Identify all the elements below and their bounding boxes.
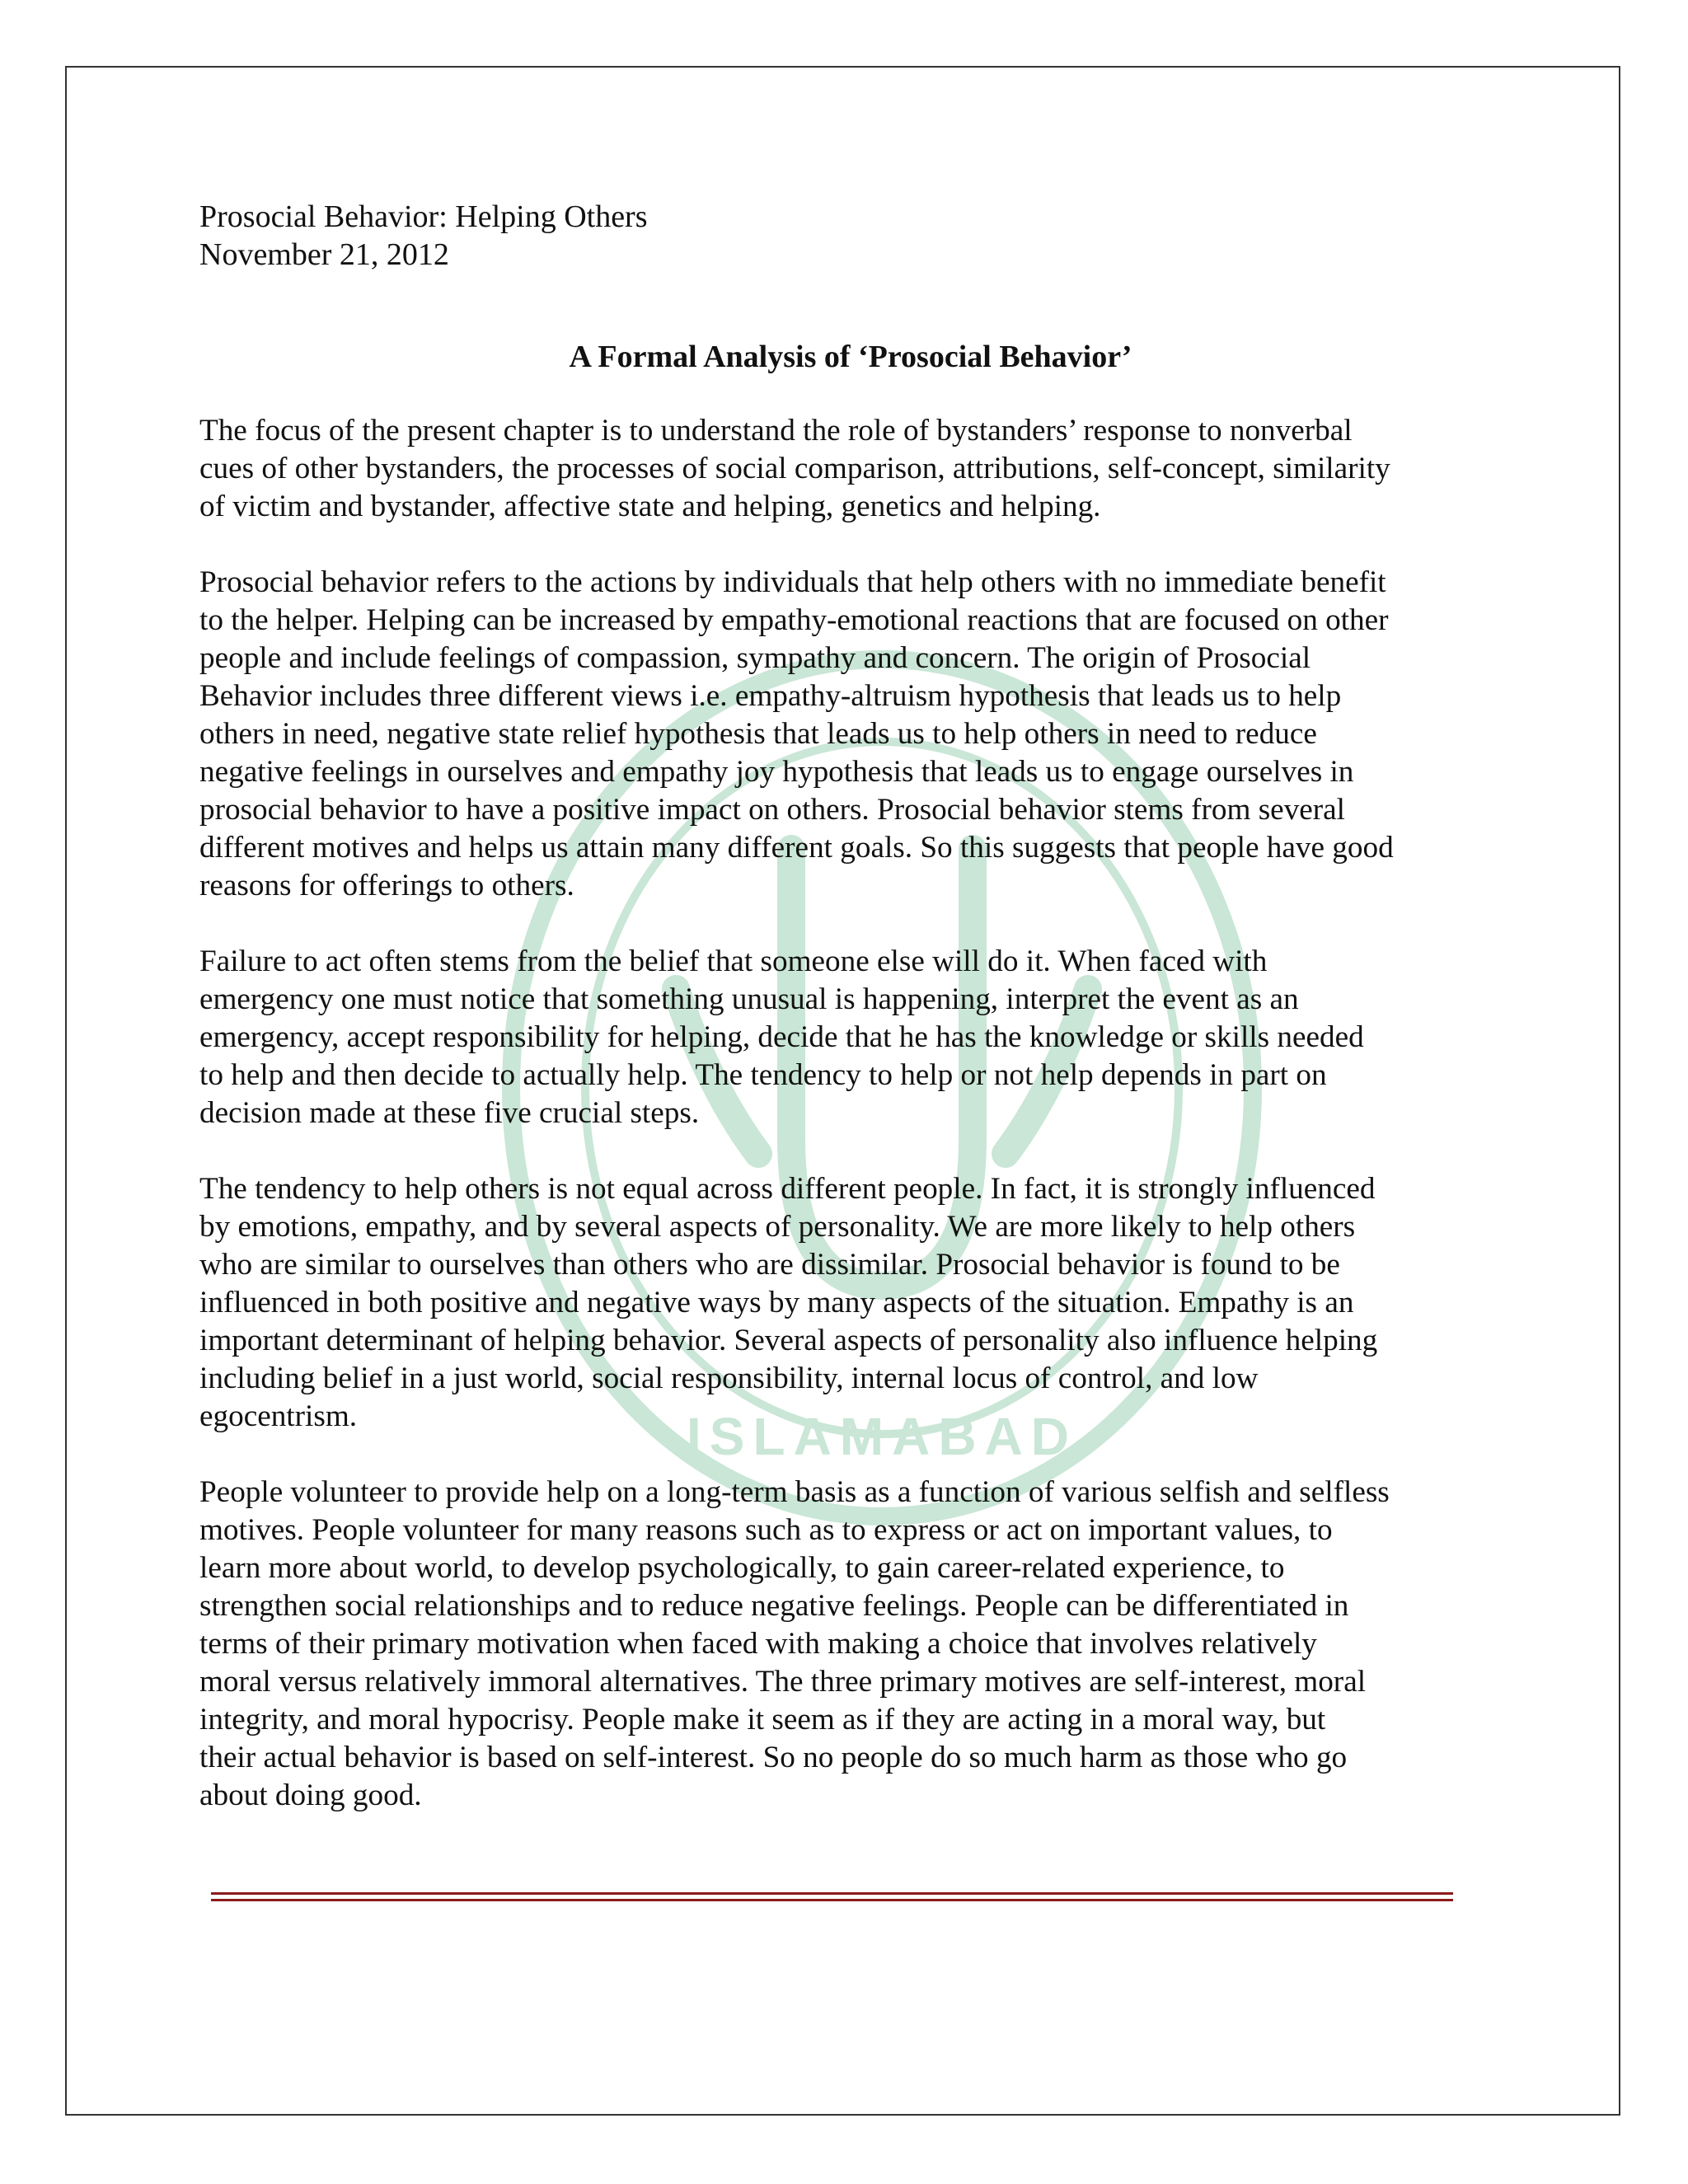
paragraph-line: to the helper. Helping can be increased by empathy-emotional reactions that are focused on other [199,603,1389,637]
paragraph-line: influenced in both positive and negative ways by many aspects of the situation. Empathy is an [199,1286,1354,1319]
paragraph-line: Behavior includes three different views i.e. empathy-altruism hypothesis that leads us to help [199,679,1342,713]
paragraph-1 [199,412,1502,526]
footer-rule-top [211,1892,1453,1895]
paragraph-line: people and include feelings of compassion, sympathy and concern. The origin of Prosocial [199,641,1311,675]
paragraph-line: moral versus relatively immoral alternatives. The three primary motives are self-interest, moral [199,1665,1367,1699]
paragraph-line: emergency, accept responsibility for helping, decide that he has the knowledge or skills needed [199,1020,1364,1054]
paragraph-line: by emotions, empathy, and by several aspects of personality. We are more likely to help others [199,1210,1356,1244]
paragraph-line: including belief in a just world, social responsibility, internal locus of control, and low [199,1361,1259,1395]
paragraph-line: prosocial behavior to have a positive impact on others. Prosocial behavior stems from several [199,793,1346,827]
paragraph-line: integrity, and moral hypocrisy. People make it seem as if they are acting in a moral way, but [199,1703,1326,1736]
paragraph-line: their actual behavior is based on self-interest. So no people do so much harm as those who go [199,1741,1348,1774]
paragraph-line: strengthen social relationships and to reduce negative feelings. People can be differentiated in [199,1589,1349,1623]
paragraph-line: The focus of the present chapter is to understand the role of bystanders’ response to nonverbal [199,414,1353,448]
paragraph-line: who are similar to ourselves than others who are dissimilar. Prosocial behavior is found to be [199,1248,1340,1282]
paragraph-line: Prosocial behavior refers to the actions by individuals that help others with no immediate benefit [199,565,1386,599]
paragraph-line: different motives and helps us attain many different goals. So this suggests that people have good [199,831,1394,865]
paragraph-line: learn more about world, to develop psychologically, to gain career-related experience, to [199,1551,1285,1585]
document-subject: Prosocial Behavior: Helping Others [199,199,648,234]
paragraph-line: about doing good. [199,1779,422,1812]
paragraph-line: cues of other bystanders, the processes of social comparison, attributions, self-concept, similarity [199,452,1390,485]
footer-rule-bottom [211,1899,1453,1901]
paragraph-line: important determinant of helping behavior. Several aspects of personality also influence helping [199,1324,1378,1357]
paragraph-line: reasons for offerings to others. [199,869,574,902]
paragraph-4 [199,1170,1502,1436]
document-date: November 21, 2012 [199,237,449,272]
paragraph-line: People volunteer to provide help on a long-term basis as a function of various selfish and selfless [199,1475,1390,1509]
paragraph-line: emergency one must notice that something unusual is happening, interpret the event as an [199,982,1299,1016]
paragraph-2 [199,564,1502,905]
paragraph-line: others in need, negative state relief hypothesis that leads us to help others in need to reduce [199,717,1317,751]
paragraph-line: The tendency to help others is not equal across different people. In fact, it is strongly influenced [199,1172,1376,1206]
paragraph-line: motives. People volunteer for many reasons such as to express or act on important values, to [199,1513,1333,1547]
paragraph-line: negative feelings in ourselves and empathy joy hypothesis that leads us to engage ourselves in [199,755,1354,789]
paragraph-line: of victim and bystander, affective state and helping, genetics and helping. [199,490,1101,523]
document-title: A Formal Analysis of ‘Prosocial Behavior’ [569,340,1132,374]
paragraph-line: decision made at these five crucial steps. [199,1096,700,1130]
paragraph-line: terms of their primary motivation when faced with making a choice that involves relatively [199,1627,1317,1661]
paragraph-line: to help and then decide to actually help. The tendency to help or not help depends in part on [199,1058,1327,1092]
paragraph-line: Failure to act often stems from the belief that someone else will do it. When faced with [199,944,1268,978]
document-body [199,198,1502,1853]
paragraph-5 [199,1474,1502,1815]
paragraph-3 [199,943,1502,1132]
watermark-text: ISLAMABAD [687,1407,1077,1466]
paragraph-line: egocentrism. [199,1399,358,1433]
